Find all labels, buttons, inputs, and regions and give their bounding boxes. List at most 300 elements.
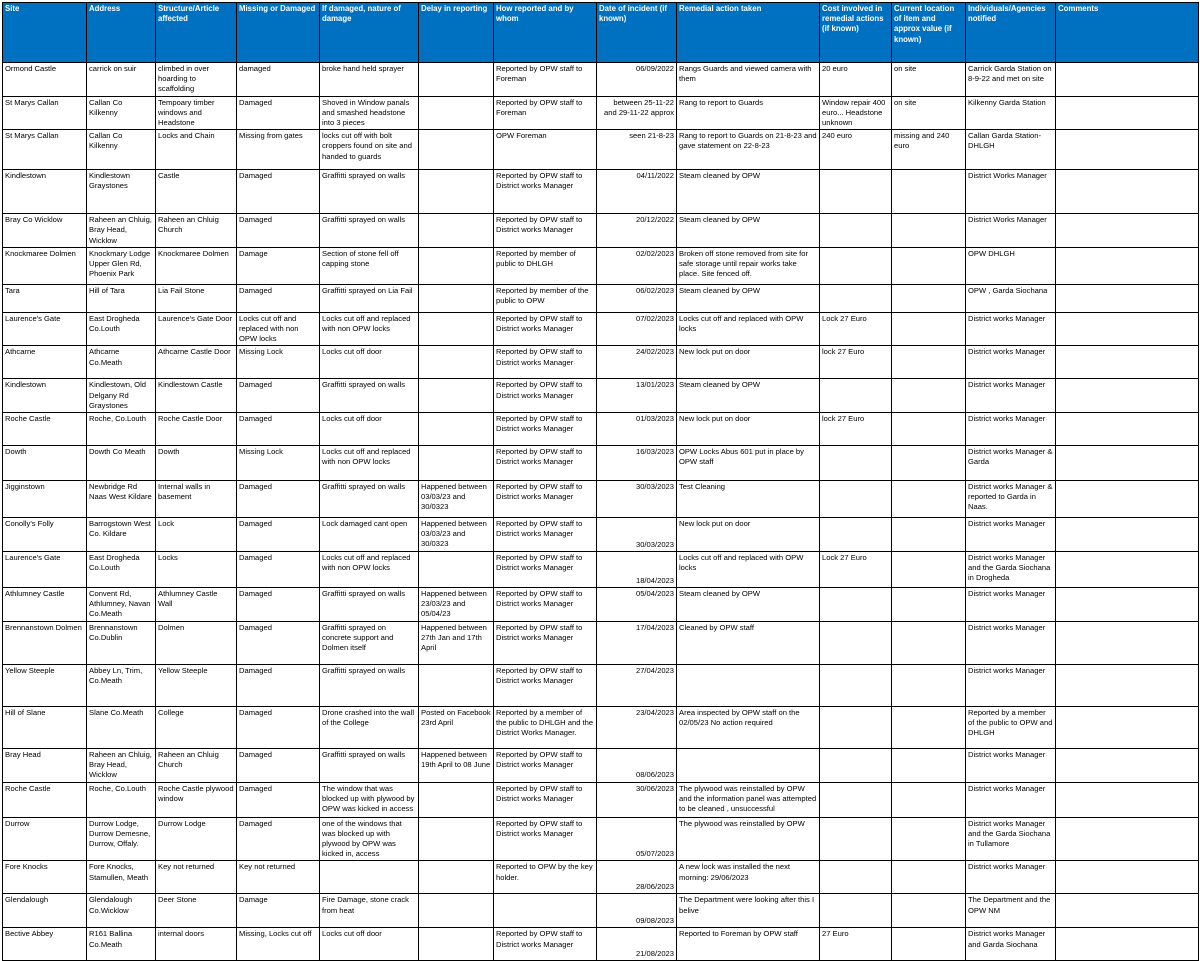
cell-site: Yellow Steeple	[3, 665, 87, 707]
cell-how: Reported by OPW staff to District works Manager	[494, 552, 597, 588]
cell-cost	[820, 214, 892, 248]
cell-date: 28/06/2023	[597, 861, 677, 894]
cell-remedial	[677, 749, 820, 783]
cell-address: Knockmary Lodge Upper Glen Rd, Phoenix Park	[87, 247, 156, 284]
cell-comments	[1056, 928, 1199, 961]
cell-missing: Missing, Locks cut off	[237, 928, 320, 961]
cell-notified: District works Manager & reported to Garda in Naas.	[966, 481, 1056, 518]
cell-location	[892, 284, 966, 312]
table-row	[3, 894, 1199, 928]
cell-address: East Drogheda Co.Louth	[87, 312, 156, 346]
cell-how: Reported by OPW staff to District works Manager	[494, 749, 597, 783]
cell-structure: Key not returned	[156, 861, 237, 894]
cell-site: Fore Knocks	[3, 861, 87, 894]
cell-address: Slane Co.Meath	[87, 707, 156, 749]
cell-structure: College	[156, 707, 237, 749]
cell-notified: District works Manager & Garda	[966, 446, 1056, 481]
cell-address: Barrogstown West Co. Kildare	[87, 518, 156, 552]
cell-comments	[1056, 861, 1199, 894]
cell-missing: Damaged	[237, 96, 320, 130]
cell-site: Glendalough	[3, 894, 87, 928]
cell-nature: Section of stone fell off capping stone	[320, 247, 419, 284]
cell-missing: Damaged	[237, 214, 320, 248]
cell-cost	[820, 481, 892, 518]
cell-date: 20/12/2022	[597, 214, 677, 248]
cell-address: Fore Knocks, Stamullen, Meath	[87, 861, 156, 894]
cell-remedial: Steam cleaned by OPW	[677, 170, 820, 214]
cell-delay	[419, 247, 494, 284]
table-row	[3, 707, 1199, 749]
cell-missing: Damage	[237, 247, 320, 284]
cell-delay: Happened between 03/03/23 and 30/0323	[419, 481, 494, 518]
cell-notified: District works Manager	[966, 861, 1056, 894]
cell-missing: Damaged	[237, 284, 320, 312]
cell-location	[892, 413, 966, 446]
cell-nature: Lock damaged cant open	[320, 518, 419, 552]
cell-comments	[1056, 214, 1199, 248]
cell-cost	[820, 446, 892, 481]
cell-structure: internal doors	[156, 928, 237, 961]
cell-address: Durrow Lodge, Durrow Demesne, Durrow, Offaly.	[87, 817, 156, 861]
cell-nature: broke hand held sprayer	[320, 63, 419, 97]
cell-location	[892, 247, 966, 284]
cell-remedial: Test Cleaning	[677, 481, 820, 518]
cell-nature: Locks cut off door	[320, 346, 419, 379]
cell-remedial: Cleaned by OPW staff	[677, 622, 820, 665]
cell-structure: Deer Stone	[156, 894, 237, 928]
cell-remedial: Reported to Foreman by OPW staff	[677, 928, 820, 961]
cell-date: 16/03/2023	[597, 446, 677, 481]
cell-notified: District works Manager	[966, 312, 1056, 346]
cell-date: 01/03/2023	[597, 413, 677, 446]
cell-cost	[820, 247, 892, 284]
cell-location	[892, 665, 966, 707]
table-row	[3, 518, 1199, 552]
cell-address: East Drogheda Co.Louth	[87, 552, 156, 588]
column-header-site: Site	[3, 3, 87, 63]
cell-structure: Kindlestown Castle	[156, 379, 237, 413]
cell-notified: District works Manager	[966, 379, 1056, 413]
cell-delay	[419, 817, 494, 861]
cell-structure: Knockmaree Dolmen	[156, 247, 237, 284]
cell-how: Reported by a member of the public to DHLGH and the District Works Manager.	[494, 707, 597, 749]
cell-delay	[419, 170, 494, 214]
cell-delay	[419, 130, 494, 170]
cell-remedial: Steam cleaned by OPW	[677, 284, 820, 312]
cell-location	[892, 446, 966, 481]
cell-structure: Raheen an Chluig Church	[156, 214, 237, 248]
cell-cost	[820, 894, 892, 928]
cell-address: Hill of Tara	[87, 284, 156, 312]
cell-missing: Damaged	[237, 782, 320, 817]
cell-address: Raheen an Chluig, Bray Head, Wicklow	[87, 749, 156, 783]
cell-location	[892, 782, 966, 817]
cell-nature: Graffitti sprayed on walls	[320, 170, 419, 214]
cell-date: 27/04/2023	[597, 665, 677, 707]
cell-notified: District works Manager and the Garda Siochana in Tullamore	[966, 817, 1056, 861]
cell-cost	[820, 817, 892, 861]
table-row	[3, 96, 1199, 130]
cell-comments	[1056, 247, 1199, 284]
cell-notified: District works Manager	[966, 749, 1056, 783]
column-header-location: Current location of item and approx value (if known)	[892, 3, 966, 63]
cell-location	[892, 379, 966, 413]
cell-nature: Graffitti sprayed on walls	[320, 481, 419, 518]
cell-location: on site	[892, 63, 966, 97]
cell-delay: Happened between 03/03/23 and 30/0323	[419, 518, 494, 552]
cell-remedial: Steam cleaned by OPW	[677, 588, 820, 622]
cell-notified: District works Manager	[966, 588, 1056, 622]
cell-nature: Shoved in Window panals and smashed headstone into 3 pieces	[320, 96, 419, 130]
cell-structure: Athlumney Castle Wall	[156, 588, 237, 622]
cell-comments	[1056, 284, 1199, 312]
cell-remedial: New lock put on door	[677, 518, 820, 552]
cell-structure: Laurence's Gate Door	[156, 312, 237, 346]
cell-delay	[419, 552, 494, 588]
table-row	[3, 413, 1199, 446]
cell-site: Bray Co Wicklow	[3, 214, 87, 248]
column-header-nature: If damaged, nature of damage	[320, 3, 419, 63]
cell-cost: 27 Euro	[820, 928, 892, 961]
cell-address: Raheen an Chluig, Bray Head, Wicklow	[87, 214, 156, 248]
cell-delay: Happened between 27th Jan and 17th April	[419, 622, 494, 665]
cell-cost	[820, 749, 892, 783]
cell-delay	[419, 861, 494, 894]
table-row	[3, 782, 1199, 817]
cell-delay	[419, 214, 494, 248]
cell-address: Dowth Co Meath	[87, 446, 156, 481]
cell-missing: Locks cut off and replaced with non OPW locks	[237, 312, 320, 346]
cell-notified: District works Manager and the Garda Siochana in Drogheda	[966, 552, 1056, 588]
table-row	[3, 312, 1199, 346]
cell-remedial: New lock put on door	[677, 413, 820, 446]
cell-site: Knockmaree Dolmen	[3, 247, 87, 284]
cell-how: Reported by member of the public to OPW	[494, 284, 597, 312]
cell-nature: The window that was blocked up with plywood by OPW was kicked in access	[320, 782, 419, 817]
cell-notified: District works Manager	[966, 413, 1056, 446]
cell-remedial: Rang to report to Guards on 21-8-23 and gave statement on 22-8-23	[677, 130, 820, 170]
cell-cost	[820, 588, 892, 622]
table-row	[3, 170, 1199, 214]
column-header-cost: Cost involved in remedial actions (if known)	[820, 3, 892, 63]
cell-location	[892, 552, 966, 588]
cell-structure: Raheen an Chluig Church	[156, 749, 237, 783]
cell-location	[892, 518, 966, 552]
cell-missing: Damaged	[237, 707, 320, 749]
cell-delay	[419, 379, 494, 413]
incident-table	[2, 2, 1199, 961]
cell-location: missing and 240 euro	[892, 130, 966, 170]
cell-comments	[1056, 622, 1199, 665]
cell-location	[892, 622, 966, 665]
cell-comments	[1056, 707, 1199, 749]
cell-date: 21/08/2023	[597, 928, 677, 961]
table-row	[3, 552, 1199, 588]
cell-location	[892, 817, 966, 861]
cell-address: carrick on suir	[87, 63, 156, 97]
cell-site: St Marys Callan	[3, 130, 87, 170]
cell-nature: Locks cut off and replaced with non OPW locks	[320, 552, 419, 588]
cell-nature: Graffitti sprayed on concrete support and Dolmen itself	[320, 622, 419, 665]
cell-how	[494, 894, 597, 928]
table-row	[3, 622, 1199, 665]
cell-remedial: Locks cut off and replaced with OPW locks	[677, 552, 820, 588]
cell-comments	[1056, 63, 1199, 97]
cell-how: Reported by OPW staff to District works Manager	[494, 665, 597, 707]
cell-delay	[419, 782, 494, 817]
cell-address: Athcarne Co.Meath	[87, 346, 156, 379]
cell-remedial: The plywood was reinstalled by OPW	[677, 817, 820, 861]
cell-date: 06/02/2023	[597, 284, 677, 312]
cell-remedial: Area inspected by OPW staff on the 02/05/23 No action required	[677, 707, 820, 749]
header-row	[3, 3, 1199, 63]
cell-how: Reported by OPW staff to District works Manager	[494, 928, 597, 961]
cell-how: Reported by OPW staff to District works Manager	[494, 518, 597, 552]
cell-notified: OPW , Garda Siochana	[966, 284, 1056, 312]
cell-missing: Missing Lock	[237, 446, 320, 481]
cell-comments	[1056, 481, 1199, 518]
cell-how: Reported by OPW staff to District works Manager	[494, 346, 597, 379]
cell-site: Jigginstown	[3, 481, 87, 518]
cell-site: Bray Head	[3, 749, 87, 783]
cell-structure: Locks	[156, 552, 237, 588]
cell-nature: Graffitti sprayed on walls	[320, 588, 419, 622]
cell-delay	[419, 346, 494, 379]
cell-site: Athlumney Castle	[3, 588, 87, 622]
cell-comments	[1056, 446, 1199, 481]
cell-notified: District works Manager	[966, 518, 1056, 552]
cell-comments	[1056, 130, 1199, 170]
cell-site: Durrow	[3, 817, 87, 861]
cell-site: Athcarne	[3, 346, 87, 379]
cell-site: Roche Castle	[3, 782, 87, 817]
cell-comments	[1056, 379, 1199, 413]
cell-delay: Posted on Facebook 23rd April	[419, 707, 494, 749]
cell-notified: District works Manager	[966, 622, 1056, 665]
table-row	[3, 214, 1199, 248]
cell-date: 30/03/2023	[597, 518, 677, 552]
cell-address: R161 Ballina Co.Meath	[87, 928, 156, 961]
cell-missing: Damaged	[237, 518, 320, 552]
cell-structure: Tempoary timber windows and Headstone	[156, 96, 237, 130]
cell-missing: Damaged	[237, 413, 320, 446]
cell-structure: Dowth	[156, 446, 237, 481]
cell-missing: damaged	[237, 63, 320, 97]
cell-structure: climbed in over hoarding to scaffolding	[156, 63, 237, 97]
cell-missing: Missing from gates	[237, 130, 320, 170]
cell-cost: Lock 27 Euro	[820, 552, 892, 588]
cell-delay	[419, 284, 494, 312]
cell-notified: The Department and the OPW NM	[966, 894, 1056, 928]
cell-address: Glendalough Co.Wicklow	[87, 894, 156, 928]
cell-how: Reported by OPW staff to District works Manager	[494, 312, 597, 346]
cell-structure: Athcarne Castle Door	[156, 346, 237, 379]
cell-location	[892, 894, 966, 928]
cell-how: Reported by OPW staff to Foreman	[494, 96, 597, 130]
cell-nature: Graffitti sprayed on walls	[320, 665, 419, 707]
cell-location	[892, 928, 966, 961]
table-row	[3, 928, 1199, 961]
cell-nature: locks cut off with bolt croppers found on site and handed to guards	[320, 130, 419, 170]
table-body	[3, 63, 1199, 961]
cell-notified: Callan Garda Station-DHLGH	[966, 130, 1056, 170]
cell-location	[892, 170, 966, 214]
cell-location	[892, 588, 966, 622]
cell-how: Reported by member of public to DHLGH	[494, 247, 597, 284]
cell-missing: Damaged	[237, 749, 320, 783]
cell-nature: Drone crashed into the wall of the College	[320, 707, 419, 749]
cell-comments	[1056, 96, 1199, 130]
table-row	[3, 284, 1199, 312]
cell-site: Kindlestown	[3, 170, 87, 214]
cell-site: Brennanstown Dolmen	[3, 622, 87, 665]
cell-comments	[1056, 817, 1199, 861]
cell-date: 05/04/2023	[597, 588, 677, 622]
cell-site: Laurence's Gate	[3, 312, 87, 346]
cell-comments	[1056, 588, 1199, 622]
cell-cost: 240 euro	[820, 130, 892, 170]
cell-remedial: The plywood was reinstalled by OPW and the information panel was attempted to be cleaned , unsuccessful	[677, 782, 820, 817]
cell-comments	[1056, 518, 1199, 552]
cell-delay: Happened between 23/03/23 and 05/04/23	[419, 588, 494, 622]
cell-comments	[1056, 665, 1199, 707]
cell-remedial: A new lock was installed the next morning: 29/06/2023	[677, 861, 820, 894]
column-header-how: How reported and by whom	[494, 3, 597, 63]
cell-cost	[820, 170, 892, 214]
cell-notified: Kilkenny Garda Station	[966, 96, 1056, 130]
cell-notified: District Works Manager	[966, 170, 1056, 214]
cell-structure: Locks and Chain	[156, 130, 237, 170]
cell-site: Hill of Slane	[3, 707, 87, 749]
cell-site: Tara	[3, 284, 87, 312]
cell-date: seen 21-8-23	[597, 130, 677, 170]
cell-structure: Lia Fail Stone	[156, 284, 237, 312]
cell-date: 07/02/2023	[597, 312, 677, 346]
cell-location	[892, 749, 966, 783]
cell-address: Kindlestown, Old Delgany Rd Graystones	[87, 379, 156, 413]
table-row	[3, 749, 1199, 783]
cell-nature: Graffitti sprayed on walls	[320, 214, 419, 248]
table-row	[3, 130, 1199, 170]
cell-address: Convent Rd, Athlumney, Navan Co.Meath	[87, 588, 156, 622]
cell-cost	[820, 665, 892, 707]
cell-notified: District works Manager	[966, 346, 1056, 379]
cell-structure: Roche Castle Door	[156, 413, 237, 446]
cell-date: 02/02/2023	[597, 247, 677, 284]
cell-cost	[820, 379, 892, 413]
cell-comments	[1056, 782, 1199, 817]
cell-remedial: Rang to report to Guards	[677, 96, 820, 130]
cell-notified: District works Manager and Garda Siochana	[966, 928, 1056, 961]
cell-delay	[419, 894, 494, 928]
cell-structure: Castle	[156, 170, 237, 214]
cell-remedial: Steam cleaned by OPW	[677, 214, 820, 248]
cell-address: Callan Co Kilkenny	[87, 130, 156, 170]
cell-location: on site	[892, 96, 966, 130]
table-row	[3, 379, 1199, 413]
cell-missing: Damaged	[237, 379, 320, 413]
cell-site: Ormond Castle	[3, 63, 87, 97]
cell-structure: Durrow Lodge	[156, 817, 237, 861]
cell-delay	[419, 446, 494, 481]
cell-nature: one of the windows that was blocked up with plywood by OPW was kicked in, access	[320, 817, 419, 861]
cell-site: St Marys Callan	[3, 96, 87, 130]
table-row	[3, 588, 1199, 622]
cell-how: Reported by OPW staff to District works Manager	[494, 817, 597, 861]
cell-comments	[1056, 312, 1199, 346]
cell-date: 30/03/2023	[597, 481, 677, 518]
cell-how: Reported to OPW by the key holder.	[494, 861, 597, 894]
cell-missing: Damaged	[237, 481, 320, 518]
cell-nature: Fire Damage, stone crack from heat	[320, 894, 419, 928]
cell-address: Roche, Co.Louth	[87, 413, 156, 446]
cell-date: 13/01/2023	[597, 379, 677, 413]
cell-missing: Damage	[237, 894, 320, 928]
cell-remedial	[677, 665, 820, 707]
table-row	[3, 861, 1199, 894]
cell-remedial: Locks cut off and replaced with OPW locks	[677, 312, 820, 346]
cell-location	[892, 312, 966, 346]
column-header-missing: Missing or Damaged	[237, 3, 320, 63]
cell-missing: Key not returned	[237, 861, 320, 894]
cell-how: Reported by OPW staff to District works Manager	[494, 214, 597, 248]
cell-site: Kindlestown	[3, 379, 87, 413]
cell-notified: District Works Manager	[966, 214, 1056, 248]
cell-location	[892, 346, 966, 379]
cell-delay: Happened between 19th April to 08 June	[419, 749, 494, 783]
cell-nature: Locks cut off and replaced with non OPW locks	[320, 446, 419, 481]
cell-remedial: OPW Locks Abus 601 put in place by OPW staff	[677, 446, 820, 481]
cell-cost: Lock 27 Euro	[820, 312, 892, 346]
cell-notified: Reported by a member of the public to OPW and DHLGH	[966, 707, 1056, 749]
cell-remedial: Steam cleaned by OPW	[677, 379, 820, 413]
cell-missing: Damaged	[237, 170, 320, 214]
cell-how: Reported by OPW staff to District works Manager	[494, 170, 597, 214]
cell-missing: Damaged	[237, 588, 320, 622]
table-row	[3, 481, 1199, 518]
cell-cost: Window repair 400 euro... Headstone unknown	[820, 96, 892, 130]
cell-delay	[419, 665, 494, 707]
cell-site: Dowth	[3, 446, 87, 481]
column-header-delay: Delay in reporting	[419, 3, 494, 63]
cell-structure: Lock	[156, 518, 237, 552]
cell-comments	[1056, 413, 1199, 446]
cell-how: Reported by OPW staff to District works Manager	[494, 622, 597, 665]
cell-missing: Damaged	[237, 622, 320, 665]
table-row	[3, 817, 1199, 861]
cell-remedial: The Department were looking after this I belive	[677, 894, 820, 928]
cell-date: 06/09/2022	[597, 63, 677, 97]
cell-delay	[419, 312, 494, 346]
cell-cost: lock 27 Euro	[820, 346, 892, 379]
cell-site: Roche Castle	[3, 413, 87, 446]
cell-address: Roche, Co.Louth	[87, 782, 156, 817]
cell-nature: Graffitti sprayed on Lia Fail	[320, 284, 419, 312]
cell-delay	[419, 928, 494, 961]
cell-delay	[419, 63, 494, 97]
cell-address: Brennanstown Co.Dublin	[87, 622, 156, 665]
table-row	[3, 346, 1199, 379]
cell-how: OPW Foreman	[494, 130, 597, 170]
cell-date: 04/11/2022	[597, 170, 677, 214]
cell-missing: Damaged	[237, 552, 320, 588]
cell-notified: Carrick Garda Station on 8-9-22 and met on site	[966, 63, 1056, 97]
cell-site: Bective Abbey	[3, 928, 87, 961]
cell-comments	[1056, 894, 1199, 928]
cell-how: Reported by OPW staff to District works Manager	[494, 588, 597, 622]
cell-comments	[1056, 749, 1199, 783]
table-row	[3, 63, 1199, 97]
